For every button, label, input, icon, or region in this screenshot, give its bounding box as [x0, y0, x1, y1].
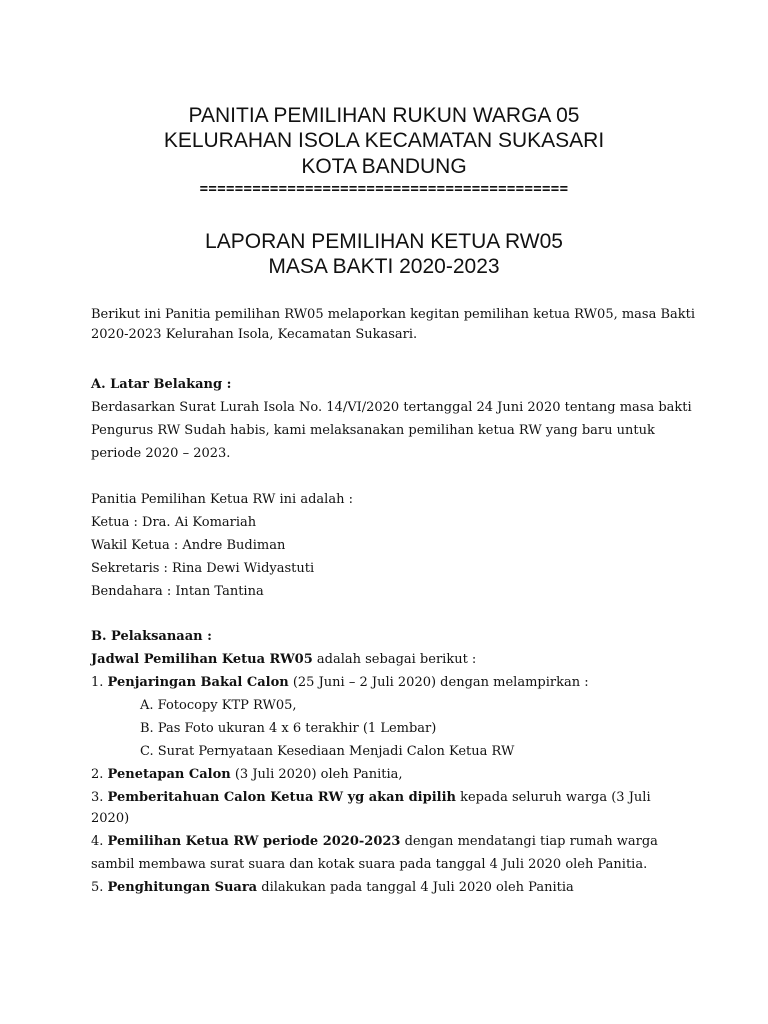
schedule-item: 5. Penghitungan Suara dilakukan pada tanggal 4 Juli 2020 oleh Panitia [91, 880, 574, 895]
committee-member: Ketua : Dra. Ai Komariah [91, 515, 257, 530]
section-a-paragraph-line: Pengurus RW Sudah habis, kami melaksanakan pemilihan ketua RW yang baru untuk [91, 423, 655, 438]
report-title-line-2: MASA BAKTI 2020-2023 [268, 255, 500, 278]
schedule-subitem: C. Surat Pernyataan Kesediaan Menjadi Calon Ketua RW [140, 744, 515, 759]
committee-member: Wakil Ketua : Andre Budiman [91, 538, 286, 553]
committee-intro: Panitia Pemilihan Ketua RW ini adalah : [91, 492, 353, 507]
intro-line-2: 2020-2023 Kelurahan Isola, Kecamatan Sukasari. [91, 327, 418, 342]
schedule-item: 2. Penetapan Calon (3 Juli 2020) oleh Panitia, [91, 767, 403, 782]
committee-member: Bendahara : Intan Tantina [91, 584, 264, 599]
schedule-subitem: A. Fotocopy KTP RW05, [140, 698, 297, 713]
schedule-subitem: B. Pas Foto ukuran 4 x 6 terakhir (1 Lembar) [140, 721, 437, 736]
header-line-3: KOTA BANDUNG [301, 155, 467, 178]
section-a-heading: A. Latar Belakang : [91, 377, 232, 392]
schedule-item: 4. Pemilihan Ketua RW periode 2020-2023 dengan mendatangi tiap rumah warga [91, 834, 658, 849]
intro-line-1: Berikut ini Panitia pemilihan RW05 melaporkan kegitan pemilihan ketua RW05, masa Bakti [91, 307, 696, 322]
header-separator: ========================================== [199, 181, 569, 197]
section-a-paragraph-line: Berdasarkan Surat Lurah Isola No. 14/VI/2020 tertanggal 24 Juni 2020 tentang masa bakti [91, 400, 692, 415]
committee-member: Sekretaris : Rina Dewi Widyastuti [91, 561, 315, 576]
report-title-line-1: LAPORAN PEMILIHAN KETUA RW05 [205, 230, 563, 253]
schedule-item: 1. Penjaringan Bakal Calon (25 Juni – 2 Juli 2020) dengan melampirkan : [91, 675, 589, 690]
schedule-item-continuation: 2020) [91, 811, 130, 826]
schedule-item: 3. Pemberitahuan Calon Ketua RW yg akan dipilih kepada seluruh warga (3 Juli [91, 790, 651, 805]
section-b-heading: B. Pelaksanaan : [91, 629, 212, 644]
schedule-item-continuation: sambil membawa surat suara dan kotak suara pada tanggal 4 Juli 2020 oleh Panitia. [91, 857, 648, 872]
schedule-intro: Jadwal Pemilihan Ketua RW05 adalah sebagai berikut : [91, 652, 477, 667]
header-line-1: PANITIA PEMILIHAN RUKUN WARGA 05 [188, 104, 580, 127]
section-a-paragraph-line: periode 2020 – 2023. [91, 446, 231, 461]
header-line-2: KELURAHAN ISOLA KECAMATAN SUKASARI [163, 129, 605, 152]
